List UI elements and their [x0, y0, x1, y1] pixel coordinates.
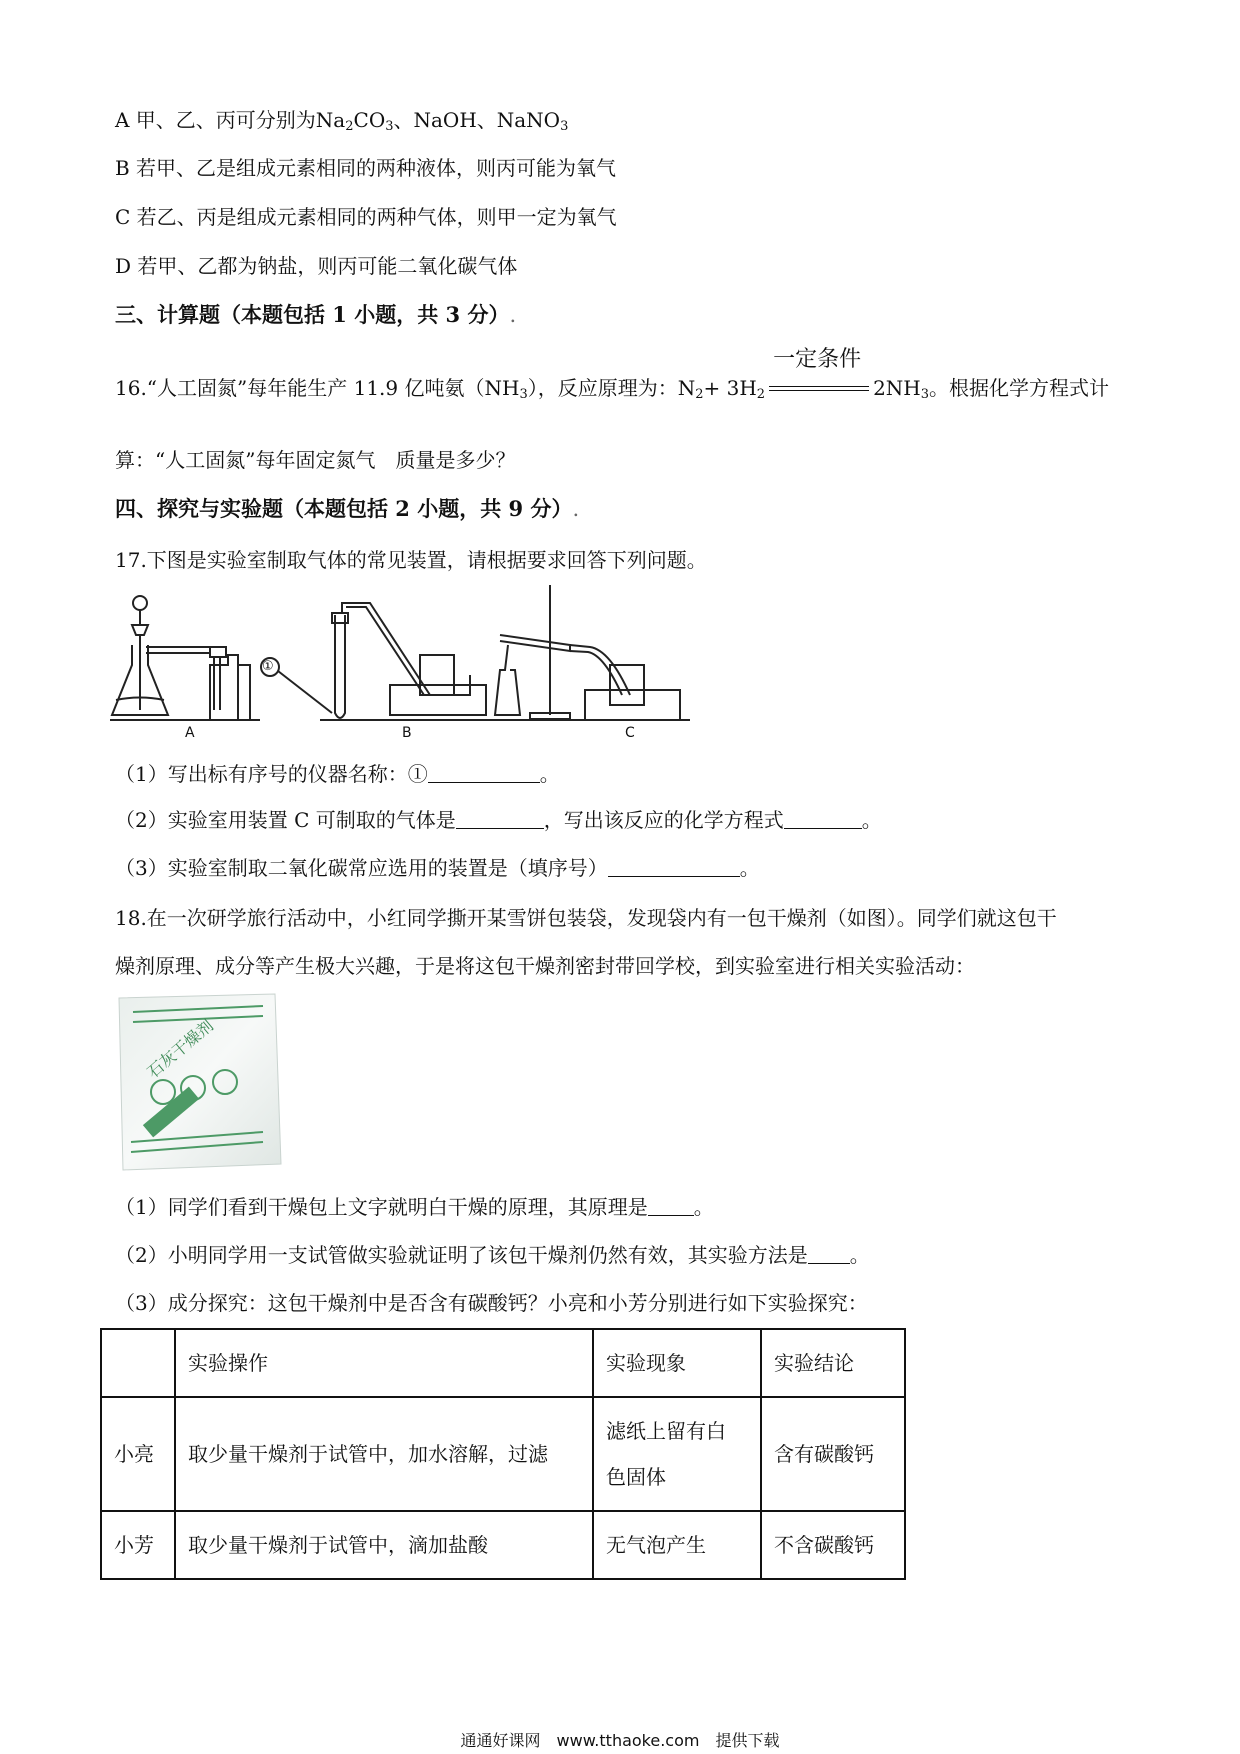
desiccant-packet-image [113, 992, 283, 1172]
table-header-cell: 实验操作 [175, 1329, 593, 1397]
table-cell-conclusion: 不含碳酸钙 [761, 1511, 905, 1579]
figure-marker-one: ① [262, 659, 274, 674]
question-18-stem-line1: 18.在一次研学旅行活动中，小红同学撕开某雪饼包装袋，发现袋内有一包干燥剂（如图）。同学们就这包干 [115, 906, 1057, 930]
option-a: A 甲、乙、丙可分别为$Na_2CO_3$、NaOH、NaNO$_3$ [115, 108, 569, 134]
apparatus-diagram [110, 585, 710, 745]
page-footer: 通通好课网 www.tthaoke.com 提供下载 [460, 1731, 780, 1750]
table-cell-operation: 取少量干燥剂于试管中，滴加盐酸 [175, 1511, 593, 1579]
option-d: D 若甲、乙都为钠盐，则丙可能二氧化碳气体 [115, 254, 518, 278]
table-cell-name: 小芳 [101, 1511, 175, 1579]
table-cell-name: 小亮 [101, 1397, 175, 1511]
question-17-part1: （1）写出标有序号的仪器名称：① 。 [115, 762, 560, 786]
table-header-cell [101, 1329, 175, 1397]
table-cell-conclusion: 含有碳酸钙 [761, 1397, 905, 1511]
figure-label-a: A [185, 725, 195, 741]
question-18-part1: （1）同学们看到干燥包上文字就明白干燥的原理，其原理是 。 [115, 1195, 714, 1219]
table-header-row [101, 1329, 905, 1397]
table-header-cell: 实验结论 [761, 1329, 905, 1397]
figure-label-c: C [625, 725, 635, 741]
question-17-stem: 17.下图是实验室制取气体的常见装置，请根据要求回答下列问题。 [115, 548, 707, 572]
question-16-line1: 16.“人工固氮”每年能生产 11.9 亿吨氨$(NH_3)$，反应原理为：$N_2+ 3H_2$ 一定条件 $2NH_3$。根据化学方程式计 [115, 347, 1110, 402]
experiment-table [100, 1328, 906, 1580]
packet-label-text: 石灰干燥剂 [143, 1015, 217, 1082]
question-16-line2: 算：“人工固氮”每年固定氮气 质量是多少？ [115, 448, 516, 472]
question-18-part2: （2）小明同学用一支试管做实验就证明了该包干燥剂仍然有效，其实验方法是 。 [115, 1243, 870, 1267]
section-three-heading: 三、计算题（本题包括 1 小题，共 3 分）. [115, 302, 517, 327]
table-row [101, 1511, 905, 1579]
question-17-part3: （3）实验室制取二氧化碳常应选用的装置是（填序号） 。 [115, 856, 760, 880]
section-four-heading: 四、探究与实验题（本题包括 2 小题，共 9 分）. [115, 496, 580, 521]
option-c: C 若乙、丙是组成元素相同的两种气体，则甲一定为氧气 [115, 205, 617, 229]
question-17-part2: （2）实验室用装置 C 可制取的气体是 ，写出该反应的化学方程式 。 [115, 808, 882, 832]
table-row [101, 1397, 905, 1511]
question-18-part3: （3）成分探究：这包干燥剂中是否含有碳酸钙？小亮和小芳分别进行如下实验探究： [115, 1291, 868, 1315]
option-b: B 若甲、乙是组成元素相同的两种液体，则丙可能为氧气 [115, 156, 617, 180]
table-cell-operation: 取少量干燥剂于试管中，加水溶解，过滤 [175, 1397, 593, 1511]
figure-label-b: B [402, 725, 412, 741]
table-cell-phenomenon: 滤纸上留有白 色固体 [593, 1397, 761, 1511]
table-cell-phenomenon: 无气泡产生 [593, 1511, 761, 1579]
reaction-condition-arrow: 一定条件 [769, 374, 869, 402]
question-18-stem-line2: 燥剂原理、成分等产生极大兴趣，于是将这包干燥剂密封带回学校，到实验室进行相关实验活动： [115, 954, 975, 978]
apparatus-figure [110, 585, 710, 745]
table-header-cell: 实验现象 [593, 1329, 761, 1397]
